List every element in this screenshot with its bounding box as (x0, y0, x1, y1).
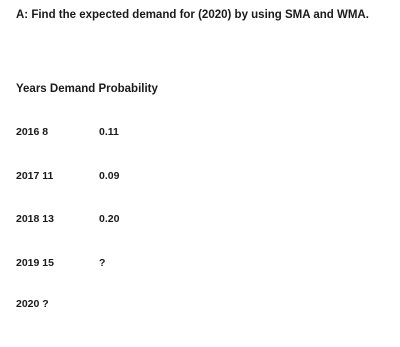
probability-cell: 0.20 (99, 213, 120, 225)
table-header: Years Demand Probability (16, 83, 158, 95)
table-row (16, 298, 216, 312)
probability-cell: 0.11 (99, 126, 119, 138)
table-row (16, 257, 216, 271)
question-text: A: Find the expected demand for (2020) by using SMA and WMA. (16, 9, 369, 21)
table-row (16, 170, 216, 184)
probability-cell: 0.09 (99, 170, 120, 182)
probability-cell: ? (99, 257, 106, 269)
table-row (16, 213, 216, 227)
year-demand-cell: 2020 ? (16, 298, 49, 310)
year-demand-cell: 2016 8 (16, 126, 49, 138)
year-demand-cell: 2017 11 (16, 170, 54, 182)
table-row (16, 126, 216, 140)
year-demand-cell: 2019 15 (16, 257, 54, 269)
year-demand-cell: 2018 13 (16, 213, 54, 225)
